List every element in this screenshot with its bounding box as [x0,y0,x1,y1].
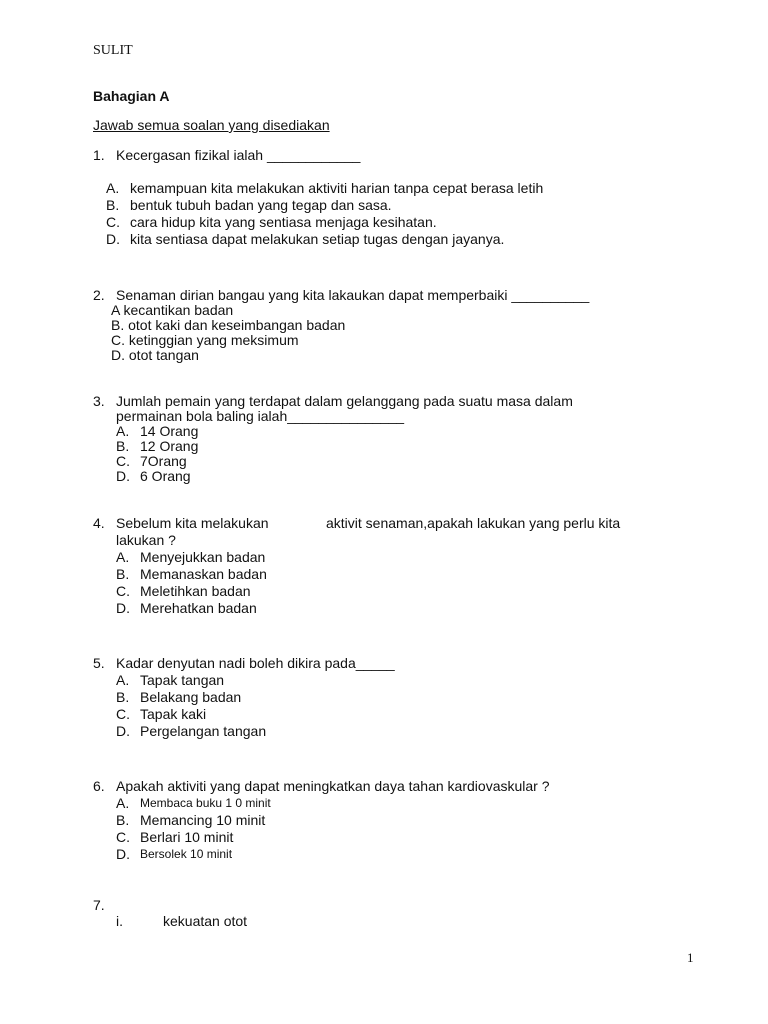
roman-numeral: i. [116,913,123,929]
question-text: Sebelum kita melakukan [116,515,269,531]
option-letter: C. [116,706,130,722]
option-text: Menyejukkan badan [140,549,266,565]
option-letter: C. [116,453,130,469]
option-letter: B. [116,566,130,582]
question-number: 2. [93,287,105,303]
option-letter: D. [116,723,130,739]
option-letter: A. [116,795,130,811]
option-text: B. otot kaki dan keseimbangan badan [111,317,346,333]
option-text: 7Orang [140,453,187,469]
option-text: 6 Orang [140,468,191,484]
option-text: Belakang badan [140,689,242,705]
option-letter: A. [116,423,130,439]
option-text: 12 Orang [140,438,199,454]
classification-label: SULIT [93,43,133,58]
question-number: 4. [93,515,105,531]
question-text: Kadar denyutan nadi boleh dikira pada_____ [116,655,395,671]
question-number: 1. [93,147,105,163]
option-text: bentuk tubuh badan yang tegap dan sasa. [130,197,392,213]
option-letter: D. [106,231,120,247]
option-letter: C. [116,829,130,845]
option-letter: B. [106,197,120,213]
sub-item-text: kekuatan otot [163,913,248,929]
option-text: D. otot tangan [111,347,199,363]
question-number: 3. [93,393,105,409]
option-text: Memancing 10 minit [140,812,266,828]
option-text: 14 Orang [140,423,199,439]
option-letter: B. [116,812,130,828]
question-text: Apakah aktiviti yang dapat meningkatkan daya tahan kardiovaskular ? [116,778,550,794]
page-number: 1 [687,950,694,965]
option-text: Merehatkan badan [140,600,257,616]
option-letter: A. [116,672,130,688]
option-text: Bersolek 10 minit [140,847,233,861]
option-letter: D. [116,468,130,484]
option-letter: B. [116,689,130,705]
option-text: Berlari 10 minit [140,829,234,845]
option-letter: A. [116,549,130,565]
option-text: A kecantikan badan [111,302,234,318]
option-text: Pergelangan tangan [140,723,267,739]
option-text: Membaca buku 1 0 minit [140,796,271,810]
option-text: kita sentiasa dapat melakukan setiap tugas dengan jayanya. [130,231,505,247]
question-text: Jumlah pemain yang terdapat dalam gelanggang pada suatu masa dalam [116,393,573,409]
question-number: 7. [93,897,105,913]
question-text: Kecergasan fizikal ialah ____________ [116,147,361,163]
option-letter: B. [116,438,130,454]
question-number: 6. [93,778,105,794]
option-text: Memanaskan badan [140,566,267,582]
question-text-continued: permainan bola baling ialah_______________ [116,408,405,424]
question-text-part2: aktivit senaman,apakah lakukan yang perlu kita [326,515,621,531]
option-letter: C. [116,583,130,599]
option-letter: A. [106,180,120,196]
option-text: cara hidup kita yang sentiasa menjaga kesihatan. [130,214,437,230]
question-text-continued: lakukan ? [116,532,176,548]
option-letter: D. [116,846,130,862]
option-text: Tapak kaki [140,706,207,722]
option-text: kemampuan kita melakukan aktiviti harian tanpa cepat berasa letih [130,180,544,196]
question-number: 5. [93,655,105,671]
option-letter: C. [106,214,120,230]
option-text: C. ketinggian yang meksimum [111,332,299,348]
section-title: Bahagian A [93,88,170,104]
question-text: Senaman dirian bangau yang kita lakaukan dapat memperbaiki __________ [116,287,590,303]
option-letter: D. [116,600,130,616]
instruction-text: Jawab semua soalan yang disediakan [93,117,330,133]
option-text: Meletihkan badan [140,583,251,599]
option-text: Tapak tangan [140,672,225,688]
